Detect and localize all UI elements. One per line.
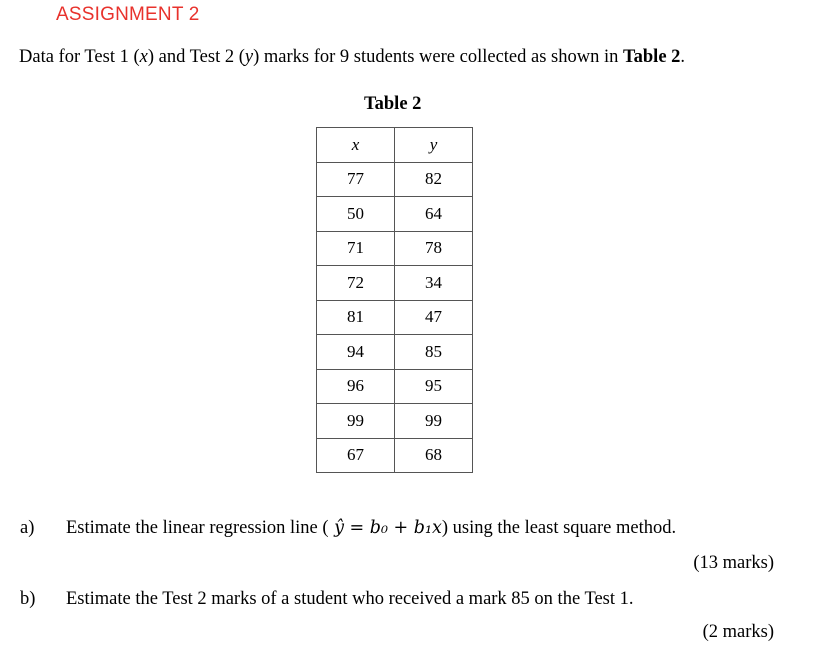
intro-paragraph [19, 47, 685, 68]
table-cell-y: 47 [395, 300, 473, 335]
question-b-label: b) [20, 589, 36, 609]
table-row [317, 300, 473, 335]
question-b-text: Estimate the Test 2 marks of a student who received a mark 85 on the Test 1. [66, 589, 634, 609]
intro-y-variable: y [244, 47, 254, 67]
intro-text-3: ) marks for 9 students were collected as shown in [253, 47, 623, 67]
intro-table-reference: Table 2 [623, 47, 681, 67]
question-a-text-after: ) using the least square method. [441, 518, 677, 538]
table-cell-y: 95 [395, 369, 473, 404]
table-row [317, 369, 473, 404]
table-cell-y: 82 [395, 162, 473, 197]
table-cell-x: 71 [317, 231, 395, 266]
table-cell-y: 85 [395, 335, 473, 370]
table-cell-x: 72 [317, 266, 395, 301]
question-a-marks: (13 marks) [693, 553, 774, 573]
table-row [317, 404, 473, 439]
assignment-heading: ASSIGNMENT 2 [56, 4, 200, 25]
table-header-row [317, 128, 473, 163]
table-row [317, 438, 473, 473]
table-cell-y: 64 [395, 197, 473, 232]
table-cell-y: 99 [395, 404, 473, 439]
table-cell-y: 68 [395, 438, 473, 473]
table-row [317, 231, 473, 266]
table-cell-x: 96 [317, 369, 395, 404]
table-row [317, 335, 473, 370]
intro-text-1: Data for Test 1 ( [19, 47, 140, 67]
table-caption: Table 2 [364, 94, 422, 114]
table-cell-x: 99 [317, 404, 395, 439]
question-a-text-before: Estimate the linear regression line ( [66, 518, 329, 538]
table-row [317, 266, 473, 301]
table-row [317, 162, 473, 197]
table-header-x: x [317, 128, 395, 163]
intro-text-2: ) and Test 2 ( [147, 47, 245, 67]
table-cell-y: 34 [395, 266, 473, 301]
table-cell-x: 77 [317, 162, 395, 197]
data-table [316, 127, 473, 473]
table-cell-y: 78 [395, 231, 473, 266]
intro-x-variable: x [139, 47, 148, 67]
question-a-label: a) [20, 518, 35, 538]
table-header-y: y [395, 128, 473, 163]
regression-equation: ŷ = b₀ + b₁x [328, 518, 442, 538]
question-a-text [66, 518, 676, 539]
table-cell-x: 50 [317, 197, 395, 232]
table-cell-x: 81 [317, 300, 395, 335]
intro-text-4: . [680, 47, 686, 67]
table-cell-x: 67 [317, 438, 395, 473]
question-b-marks: (2 marks) [702, 622, 774, 642]
table-cell-x: 94 [317, 335, 395, 370]
table-row [317, 197, 473, 232]
